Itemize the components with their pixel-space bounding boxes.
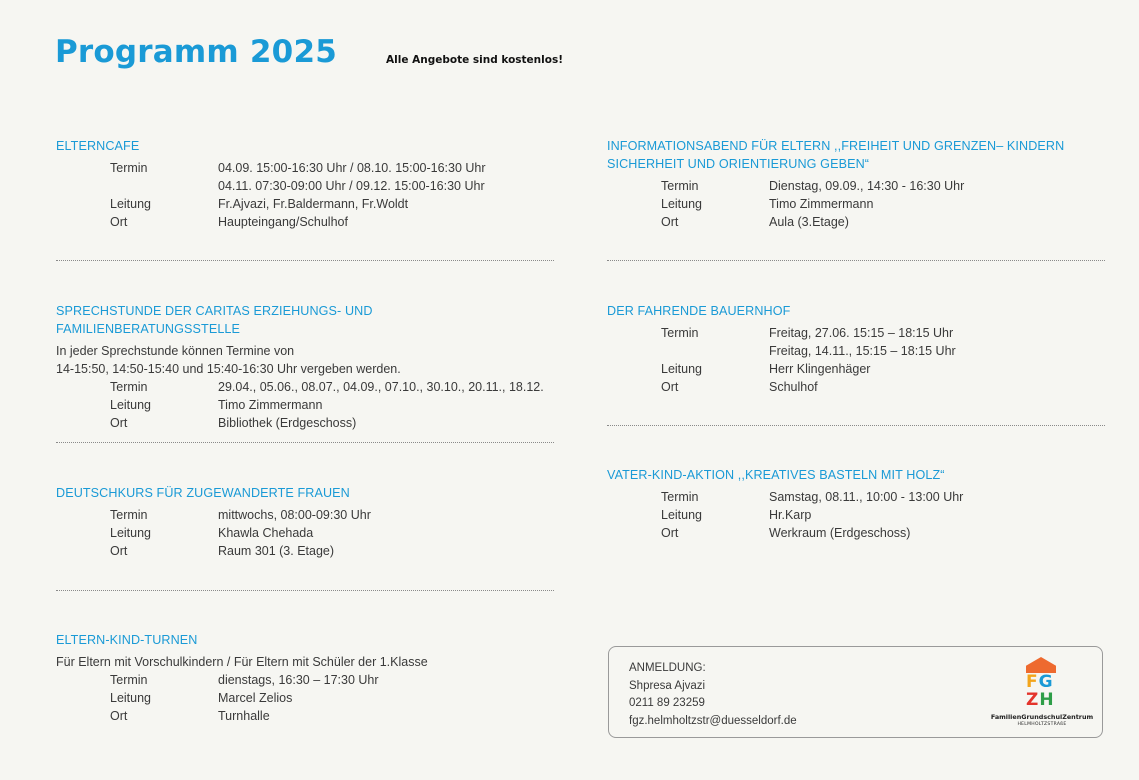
detail-values (769, 177, 964, 195)
detail-row (56, 707, 554, 725)
detail-row (607, 213, 1105, 231)
detail-value: 04.11. 07:30-09:00 Uhr / 09.12. 15:00-16:30 Uhr (218, 179, 485, 193)
contact-phone: 0211 89 23259 (629, 697, 705, 709)
detail-key: Ort (661, 526, 679, 540)
page-title: Programm 2025 (55, 34, 337, 70)
detail-values (218, 414, 356, 432)
detail-value: Timo Zimmermann (769, 197, 874, 211)
detail-key: Termin (661, 326, 699, 340)
section-fahrender-bauernhof (607, 302, 1105, 396)
detail-key: Termin (110, 508, 148, 522)
detail-values (769, 360, 870, 378)
detail-values (218, 707, 270, 725)
section-heading: ELTERNCAFE (56, 139, 140, 153)
detail-values (218, 396, 322, 414)
logo-letter-z: Z (1026, 690, 1040, 710)
detail-key: Ort (110, 416, 128, 430)
logo-letter-f: F (1026, 672, 1039, 692)
detail-row (607, 488, 1105, 506)
detail-row (56, 414, 554, 432)
detail-key: Termin (661, 490, 699, 504)
detail-values (769, 378, 818, 396)
detail-row (56, 689, 554, 707)
logo-letters (1026, 673, 1058, 709)
detail-key: Leitung (110, 398, 152, 412)
detail-value: Fr.Ajvazi, Fr.Baldermann, Fr.Woldt (218, 197, 409, 211)
section-heading: VATER-KIND-AKTION ,,KREATIVES BASTELN MIT HOLZ“ (607, 468, 945, 482)
logo-brand: FamilienGrundschulZentrum (990, 713, 1094, 721)
divider (56, 260, 554, 261)
detail-value: dienstags, 16:30 – 17:30 Uhr (218, 673, 379, 687)
section-intro: 14-15:50, 14:50-15:40 und 15:40-16:30 Uhr vergeben werden. (56, 362, 401, 376)
detail-row (56, 396, 554, 414)
detail-value: 29.04., 05.06., 08.07., 04.09., 07.10., 30.10., 20.11., 18.12. (218, 380, 544, 394)
logo-subtitle: HELMHOLTZSTRAßE (1017, 722, 1067, 727)
detail-value: Khawla Chehada (218, 526, 314, 540)
detail-values (218, 213, 348, 231)
detail-values (769, 324, 956, 360)
divider (607, 425, 1105, 426)
detail-row (607, 378, 1105, 396)
detail-key: Termin (661, 179, 699, 193)
section-elterncafe (56, 137, 554, 231)
detail-value: Werkraum (Erdgeschoss) (769, 526, 911, 540)
contact-name: Shpresa Ajvazi (629, 679, 706, 692)
logo-letter-h: H (1039, 690, 1055, 710)
section-vater-kind-aktion (607, 466, 1105, 542)
detail-key: Ort (110, 215, 128, 229)
detail-value: Freitag, 14.11., 15:15 – 18:15 Uhr (769, 344, 956, 358)
detail-values (218, 378, 544, 396)
divider (607, 260, 1105, 261)
detail-value: Timo Zimmermann (218, 398, 323, 412)
detail-value: Freitag, 27.06. 15:15 – 18:15 Uhr (769, 326, 954, 340)
detail-key: Leitung (110, 526, 152, 540)
detail-values (218, 689, 292, 707)
detail-key: Termin (110, 673, 148, 687)
detail-row (56, 671, 554, 689)
detail-key: Ort (661, 380, 679, 394)
detail-key: Ort (661, 215, 679, 229)
detail-value: Aula (3.Etage) (769, 215, 849, 229)
detail-key: Leitung (661, 362, 703, 376)
detail-key: Leitung (110, 691, 152, 705)
logo-letter-g: G (1038, 672, 1054, 692)
section-caritas-sprechstunde (56, 302, 554, 432)
detail-key: Ort (110, 544, 128, 558)
detail-values (218, 506, 371, 524)
detail-key: Termin (110, 380, 148, 394)
detail-values (218, 159, 486, 195)
detail-key: Termin (110, 161, 148, 175)
section-heading: DER FAHRENDE BAUERNHOF (607, 304, 791, 318)
detail-row (607, 360, 1105, 378)
tagline: Alle Angebote sind kostenlos! (386, 54, 563, 66)
fgz-logo (987, 655, 1097, 735)
detail-value: Samstag, 08.11., 10:00 - 13:00 Uhr (769, 490, 964, 504)
section-intro: Für Eltern mit Vorschulkindern / Für Eltern mit Schüler der 1.Klasse (56, 655, 428, 669)
detail-row (607, 195, 1105, 213)
detail-values (218, 195, 408, 213)
detail-values (769, 506, 811, 524)
detail-values (218, 542, 334, 560)
detail-row (607, 524, 1105, 542)
detail-key: Leitung (661, 508, 703, 522)
section-heading: ELTERN-KIND-TURNEN (56, 633, 198, 647)
section-intro: In jeder Sprechstunde können Termine von (56, 344, 295, 358)
section-deutschkurs (56, 484, 554, 560)
detail-key: Leitung (110, 197, 152, 211)
detail-values (769, 524, 910, 542)
detail-value: 04.09. 15:00-16:30 Uhr / 08.10. 15:00-16:30 Uhr (218, 161, 486, 175)
detail-value: Hr.Karp (769, 508, 812, 522)
detail-key: Ort (110, 709, 128, 723)
detail-value: Dienstag, 09.09., 14:30 - 16:30 Uhr (769, 179, 965, 193)
detail-row (56, 506, 554, 524)
contact-box (608, 646, 1103, 738)
detail-value: Raum 301 (3. Etage) (218, 544, 335, 558)
detail-row (56, 524, 554, 542)
detail-row (56, 195, 554, 213)
detail-values (218, 671, 379, 689)
detail-value: Schulhof (769, 380, 818, 394)
section-heading: DEUTSCHKURS FÜR ZUGEWANDERTE FRAUEN (56, 486, 350, 500)
detail-values (218, 524, 313, 542)
section-heading: SPRECHSTUNDE DER CARITAS ERZIEHUNGS- UND FAMILIENBERATUNGSSTELLE (56, 304, 373, 336)
detail-value: Haupteingang/Schulhof (218, 215, 348, 229)
section-eltern-kind-turnen (56, 631, 554, 725)
detail-key: Leitung (661, 197, 703, 211)
section-heading: INFORMATIONSABEND FÜR ELTERN ,,FREIHEIT UND GRENZEN– KINDERN SICHERHEIT UND ORIENTIERUNG GEBEN“ (607, 139, 1065, 171)
house-roof-icon (1026, 657, 1056, 673)
contact-label: ANMELDUNG: (629, 662, 706, 674)
detail-row (56, 159, 554, 195)
detail-value: Bibliothek (Erdgeschoss) (218, 416, 357, 430)
detail-row (607, 506, 1105, 524)
detail-value: Marcel Zelios (218, 691, 293, 705)
detail-value: Turnhalle (218, 709, 270, 723)
detail-value: mittwochs, 08:00-09:30 Uhr (218, 508, 371, 522)
detail-row (56, 378, 554, 396)
detail-row (56, 542, 554, 560)
section-informationsabend (607, 137, 1105, 231)
divider (56, 442, 554, 443)
detail-values (769, 488, 963, 506)
detail-values (769, 213, 849, 231)
divider (56, 590, 554, 591)
detail-row (56, 213, 554, 231)
detail-row (607, 177, 1105, 195)
contact-email[interactable]: fgz.helmholtzstr@duesseldorf.de (629, 714, 797, 727)
detail-values (769, 195, 873, 213)
detail-row (607, 324, 1105, 360)
detail-value: Herr Klingenhäger (769, 362, 871, 376)
